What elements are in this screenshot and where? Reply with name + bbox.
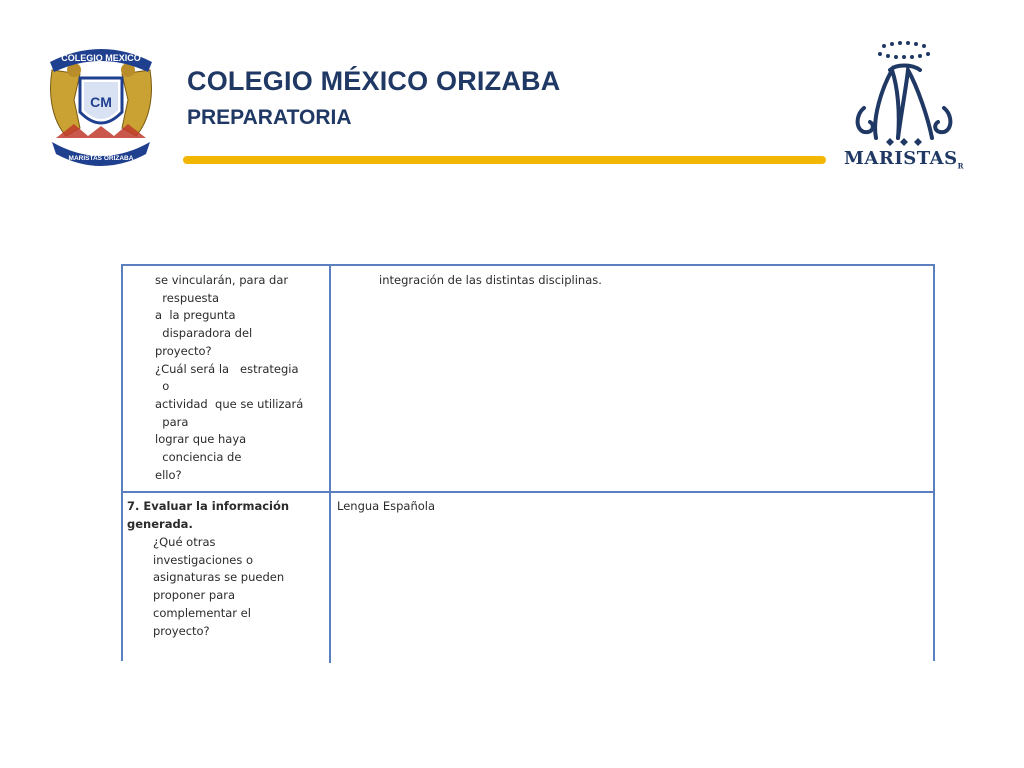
registered-mark: R [957, 161, 964, 171]
project-table [121, 264, 935, 661]
page-title: COLEGIO MÉXICO ORIZABA [187, 66, 561, 96]
row-divider [123, 491, 933, 493]
crest-top-text: COLEGIO MEXICO [61, 53, 141, 63]
table-row-2-answer: Lengua Española [337, 499, 436, 513]
maristas-wordmark [844, 148, 964, 171]
table-row-2-question-heading: 7. Evaluar la información generada. [127, 499, 290, 531]
crest-initials: CM [90, 94, 112, 110]
page-subtitle: PREPARATORIA [187, 106, 352, 129]
stars-crown-icon [878, 41, 930, 59]
table-row-1-question: se vincularán, para dar respuesta a la pregunta disparadora del proyecto? ¿Cuál será la estrategia o actividad que se utilizará para lograr que haya conciencia de ello? [155, 273, 304, 482]
table-row-2-question-body: ¿Qué otras investigaciones o asignaturas se pueden proponer para complementar el proyecto? [153, 535, 285, 638]
crest-bottom-text: MARISTAS ORIZABA [68, 155, 134, 162]
column-divider [329, 266, 331, 663]
colegio-mexico-crest-logo [44, 40, 158, 172]
table-row-1-answer: integración de las distintas disciplinas. [379, 273, 602, 287]
gold-divider [183, 156, 826, 164]
maristas-word-text: MARISTAS [844, 148, 958, 169]
